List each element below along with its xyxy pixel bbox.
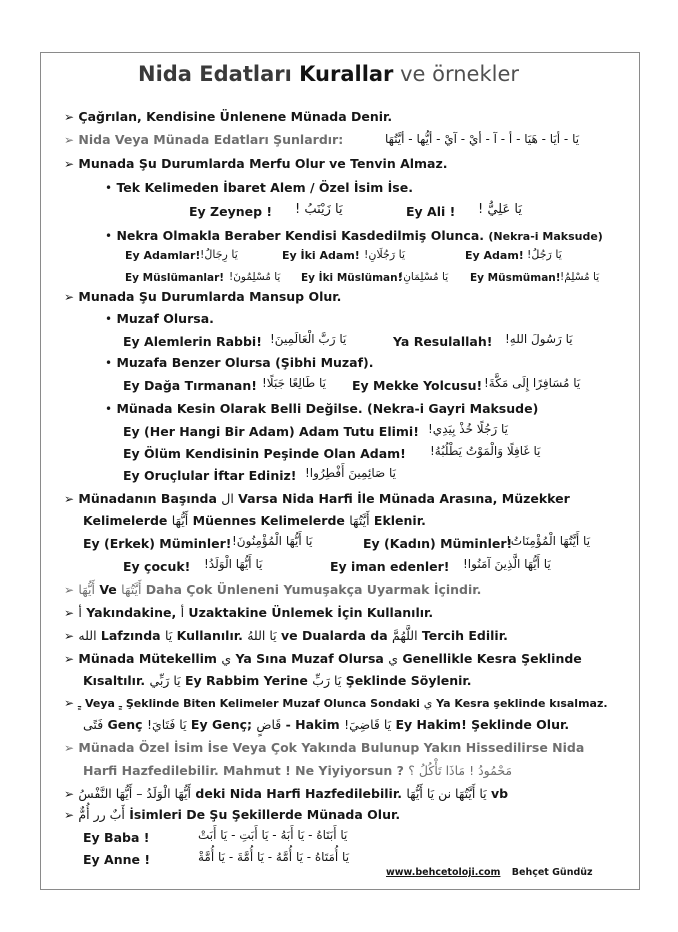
- arrow-bullet-icon: ➢: [64, 696, 75, 710]
- rule-line-4: [64, 290, 341, 305]
- example-ar: يَا صَائِمِينَ أَفْطِرُوا!: [305, 466, 396, 480]
- rule-text: Ya Kesra şeklinde kısalmaz.: [436, 697, 608, 710]
- rule-text: Müennes Kelimelerde: [192, 513, 345, 528]
- inline-ar: يَا فَتَايَ!: [146, 717, 187, 732]
- example-ar: يَا مُسْلِمُونَ!: [229, 271, 281, 283]
- inline-ar: ي: [388, 651, 398, 666]
- example-tr: Ya Resulallah!: [393, 334, 493, 349]
- inline-ar: أ: [180, 605, 185, 620]
- sub-rule-text: Nekra Olmakla Beraber Kendisi Kasdedilmiş Olunca.: [116, 228, 485, 243]
- rule-line-5b: [83, 514, 426, 528]
- example-ar: يَا أَبَتَاهُ - يَا أَبَهُ - يَا أَبَتِ - يَا أَبَتْ: [198, 828, 348, 842]
- rule-line-13: [64, 808, 400, 823]
- rule-line-10b: [83, 718, 569, 732]
- rule-text: Munada Şu Durumlarda Merfu Olur ve Tenvin Almaz.: [78, 156, 448, 171]
- rule-text: Genç: [107, 717, 143, 732]
- rule-text: Tercih Edilir.: [421, 628, 508, 643]
- rule-line-2: [64, 133, 343, 148]
- example-ar: يَا مُسَافِرًا إِلَى مَكَّةَ!: [484, 376, 581, 390]
- example-tr: Ey çocuk!: [123, 559, 191, 574]
- arabic-nida-list: يَا - أيَا - هَيَا - أ - آ - أيْ - آيْ - أيُّها - أيَّتُهَا: [385, 132, 580, 146]
- rule-line-9: [64, 652, 582, 667]
- rule-line-5: [64, 492, 570, 507]
- rule-text: Nida Veya Münada Edatları Şunlardır:: [78, 132, 344, 147]
- arrow-bullet-icon: ➢: [64, 157, 75, 171]
- example-tr: Ey Adamlar!: [125, 249, 201, 262]
- rule-text: ve Dualarda da: [280, 628, 388, 643]
- rule-text: Ve: [99, 582, 117, 597]
- example-ar: يَا عَلِيُّ !: [478, 202, 522, 217]
- rule-text: Uzaktakine Ünlemek İçin Kullanılır.: [188, 605, 434, 620]
- inline-ar: يَا اللهُ: [247, 628, 277, 643]
- arrow-bullet-icon: ➢: [64, 583, 75, 597]
- example-ar: يَا رَجُلًا خُذْ بِيَدِي!: [428, 422, 508, 436]
- arrow-bullet-icon: ➢: [64, 808, 75, 822]
- footer-link[interactable]: www.behcetoloji.com: [386, 867, 501, 878]
- example-ar: يَا رَسُولَ اللهِ!: [505, 332, 573, 346]
- title-part3: ve örnekler: [393, 62, 520, 86]
- example-ar: يَا رَجُلَانِ!: [364, 248, 406, 261]
- footer: [386, 868, 593, 879]
- inline-ar: أ: [78, 605, 82, 620]
- arrow-bullet-icon: ➢: [64, 629, 75, 643]
- rule-text: Şeklinde Biten Kelimeler Muzaf Olunca Sondaki: [125, 697, 420, 710]
- inline-ar: ـٍ: [118, 697, 123, 710]
- rule-text: Ey Genç;: [190, 717, 253, 732]
- example-tr: Ey (Her Hangi Bir Adam) Adam Tutu Elimi!: [123, 424, 419, 439]
- inline-ar: يَا: [164, 628, 173, 643]
- example-ar: يَا أَيُّهَا الَّذِينَ آمَنُوا!: [463, 557, 551, 571]
- rule-text: Munada Şu Durumlarda Mansup Olur.: [78, 289, 342, 304]
- example-tr: Ey Mekke Yolcusu!: [352, 378, 483, 393]
- sub-rule-2: [105, 229, 603, 244]
- arrow-bullet-icon: ➢: [64, 741, 75, 755]
- dot-bullet-icon: •: [105, 356, 113, 370]
- example-ar: يَا رِجَالُ!: [200, 248, 238, 261]
- rule-text: Münadanın Başında: [78, 491, 217, 506]
- inline-ar: ـٍ: [77, 697, 82, 710]
- footer-author: Behçet Gündüz: [511, 867, 593, 878]
- inline-ar: يَا رَبِّي: [149, 673, 181, 688]
- sub-rule-text: Muzaf Olursa.: [116, 311, 214, 326]
- example-tr: Ey (Kadın) Müminler!: [363, 536, 513, 551]
- rule-text: Kısaltılır.: [83, 673, 146, 688]
- example-ar: يَا زَيْنَبُ !: [295, 202, 343, 217]
- arrow-bullet-icon: ➢: [64, 290, 75, 304]
- rule-text: Kullanılır.: [176, 628, 243, 643]
- example-ar: يَا رَجُلُ!: [527, 248, 562, 261]
- example-ar: يَا غَافِلًا وَالْمَوْتُ يَطْلُبُهُ!: [430, 444, 541, 458]
- inline-ar: أَيُّهَا: [78, 582, 95, 597]
- inline-ar: فَتًى: [83, 717, 104, 732]
- sub-rule-1: [105, 181, 413, 196]
- dot-bullet-icon: •: [105, 402, 113, 416]
- dot-bullet-icon: •: [105, 181, 113, 195]
- arrow-bullet-icon: ➢: [64, 787, 75, 801]
- inline-ar: ال: [221, 491, 234, 506]
- rule-line-7: [64, 606, 433, 621]
- rule-line-11b: [83, 764, 512, 778]
- rule-text: Ey Hakim! Şeklinde Olur.: [395, 717, 570, 732]
- example-ar: يَا أَيُّهَا الْمُؤْمِنُونَ!: [232, 534, 313, 548]
- example-tr: Ey iman edenler!: [330, 559, 450, 574]
- rule-line-9b: [83, 674, 472, 688]
- example-tr: Ey Anne !: [83, 852, 151, 867]
- inline-ar: أَيَّتُهَا: [349, 513, 370, 528]
- example-tr: Ey Oruçlular İftar Ediniz!: [123, 468, 297, 483]
- rule-line-10: [64, 697, 608, 711]
- inline-ar: أَيَّتُهَا: [121, 582, 142, 597]
- rule-text: Lafzında: [100, 628, 161, 643]
- inline-ar: يَا رَبِّ: [312, 673, 342, 688]
- rule-text: Ya Sına Muzaf Olursa: [235, 651, 384, 666]
- inline-ar: يَا قَاضِيَ!: [344, 717, 392, 732]
- inline-ar: أَبٌ رر أُمٌّ: [78, 807, 125, 822]
- inline-ar: أَيُّهَا الْوَلَدُ – أَيُّهَا النَّفْسُ: [78, 786, 192, 801]
- page-title: [138, 62, 519, 86]
- inline-ar: ي: [221, 651, 232, 666]
- rule-text: Veya: [84, 697, 115, 710]
- rule-text: Yakındakine,: [86, 605, 177, 620]
- rule-text: Genellikle Kesra Şeklinde: [402, 651, 582, 666]
- example-tr: Ey (Erkek) Müminler!: [83, 536, 232, 551]
- arrow-bullet-icon: ➢: [64, 110, 75, 124]
- inline-ar: ي: [423, 697, 433, 710]
- inline-ar: قَاضٍ: [256, 717, 282, 732]
- title-part2: Kurallar: [299, 62, 394, 86]
- rule-text: Münada Mütekellim: [78, 651, 217, 666]
- rule-text: Varsa Nida Harfi İle Münada Arasına, Müzekker: [238, 491, 570, 506]
- rule-text: Harfi Hazfedilebilir. Mahmut ! Ne Yiyiyorsun ?: [83, 763, 404, 778]
- example-tr: Ey İki Müslüman!: [301, 272, 403, 284]
- sub-rule-note: (Nekra-i Maksude): [488, 230, 603, 243]
- arrow-bullet-icon: ➢: [64, 652, 75, 666]
- inline-ar: اللَّهُمَّ: [392, 628, 418, 643]
- sub-rule-5: [105, 402, 538, 417]
- rule-line-8: [64, 629, 508, 644]
- rule-line-11: [64, 741, 584, 756]
- example-tr: Ey Adam!: [465, 249, 524, 262]
- sub-rule-3: [105, 312, 214, 327]
- example-ar: يَا أَيَّتُهَا الْمُؤْمِنَاتُ!: [506, 534, 591, 548]
- sub-rule-text: Tek Kelimeden İbaret Alem / Özel İsim İse.: [116, 180, 413, 195]
- example-tr: Ey Baba !: [83, 830, 150, 845]
- example-tr: Ey Zeynep !: [189, 204, 273, 219]
- inline-ar: أَيُّهَا: [171, 513, 189, 528]
- example-ar: يَا أُمَتَاهُ - يَا أُمَّهُ - يَا أُمَّةَ - يَا أُمَّةْ: [198, 850, 350, 864]
- rule-text: Kelimelerde: [83, 513, 168, 528]
- sub-rule-text: Muzafa Benzer Olursa (Şibhi Muzaf).: [116, 355, 374, 370]
- example-ar: يَا مُسْلِمَانِ!: [399, 271, 449, 283]
- rule-text: İsimleri De Şu Şekillerde Münada Olur.: [129, 807, 401, 822]
- dot-bullet-icon: •: [105, 229, 113, 243]
- sub-rule-4: [105, 356, 374, 371]
- rule-text: Şeklinde Söylenir.: [345, 673, 472, 688]
- rule-text: - Hakim: [285, 717, 340, 732]
- arrow-bullet-icon: ➢: [64, 606, 75, 620]
- title-part1: Nida Edatları: [138, 62, 300, 86]
- rule-text: Daha Çok Ünleneni Yumuşakça Uyarmak İçindir.: [145, 582, 482, 597]
- example-tr: Ey Müsmüman!: [470, 272, 561, 284]
- example-ar: يَا رَبَّ الْعَالَمِينَ!: [270, 332, 347, 346]
- example-tr: Ey İki Adam!: [282, 249, 360, 262]
- rule-line-1: [64, 110, 392, 125]
- example-tr: Ey Ölüm Kendisinin Peşinde Olan Adam!: [123, 446, 406, 461]
- rule-text: Münada Özel İsim İse Veya Çok Yakında Bulunup Yakın Hissedilirse Nida: [78, 740, 585, 755]
- inline-ar: الله: [78, 628, 97, 643]
- example-tr: Ey Dağa Tırmanan!: [123, 378, 257, 393]
- inline-ar: مَحْمُودُ ! مَاذَا تَأْكُلُ ؟: [408, 763, 513, 778]
- sub-rule-text: Münada Kesin Olarak Belli Değilse. (Nekra-i Gayri Maksude): [116, 401, 539, 416]
- example-tr: Ey Alemlerin Rabbi!: [123, 334, 262, 349]
- rule-line-3: [64, 157, 448, 172]
- arrow-bullet-icon: ➢: [64, 133, 75, 147]
- rule-text: vb: [490, 786, 509, 801]
- arrow-bullet-icon: ➢: [64, 492, 75, 506]
- example-tr: Ey Ali !: [406, 204, 456, 219]
- rule-text: deki Nida Harfi Hazfedilebilir.: [195, 786, 402, 801]
- rule-line-12: [64, 787, 508, 802]
- rule-text: Eklenir.: [373, 513, 426, 528]
- rule-text: Çağrılan, Kendisine Ünlenene Münada Denir.: [78, 109, 393, 124]
- example-tr: Ey Müslümanlar!: [125, 272, 225, 284]
- inline-ar: يَا أَيَّتُهَا نن يَا أَيُّهَا: [406, 786, 487, 801]
- example-ar: يَا مُسْلِمُ!: [560, 271, 600, 283]
- example-ar: يَا طَالِعًا جَبَلًا!: [262, 376, 326, 390]
- rule-text: Ey Rabbim Yerine: [185, 673, 308, 688]
- example-ar: يَا أَيُّهَا الْوَلَدُ!: [204, 557, 263, 571]
- dot-bullet-icon: •: [105, 312, 113, 326]
- rule-line-6: [64, 583, 481, 598]
